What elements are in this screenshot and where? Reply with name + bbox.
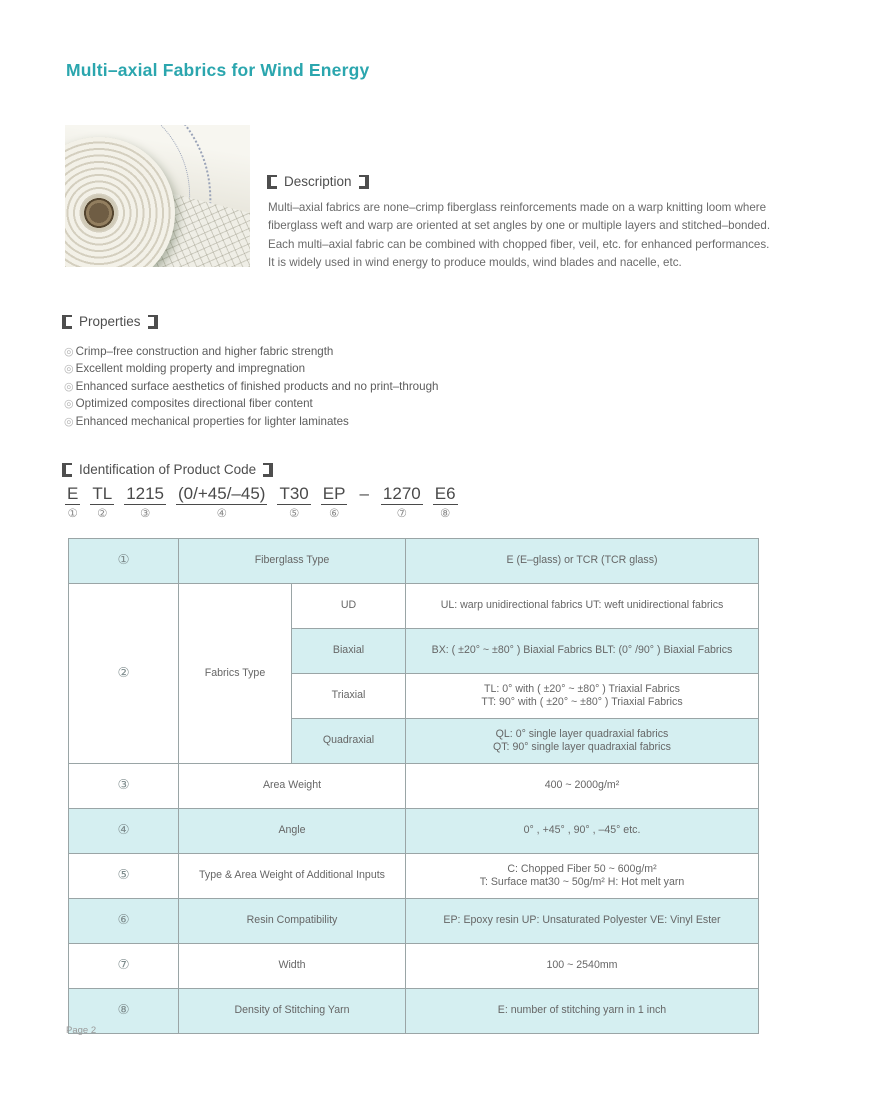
subrow-type: Biaxial: [292, 629, 406, 674]
value-line: QL: 0° single layer quadraxial fabrics: [495, 727, 669, 740]
product-code-heading: [62, 462, 273, 477]
code-segment-text: EP: [322, 484, 346, 503]
code-segment-text: TL: [92, 484, 113, 503]
description-paragraphs: [268, 199, 786, 273]
bracket-right-icon: [261, 463, 273, 477]
row-number: ⑦: [69, 944, 179, 989]
table-row: [69, 989, 759, 1034]
code-segment-number: ③: [139, 506, 151, 520]
property-item: [64, 343, 438, 360]
code-segment-text: 1215: [126, 484, 165, 503]
row-label: Fiberglass Type: [179, 539, 406, 584]
row-number: ①: [69, 539, 179, 584]
code-segment: [277, 485, 310, 519]
code-segment: [65, 485, 80, 519]
value-line: TL: 0° with ( ±20° ~ ±80° ) Triaxial Fabrics: [484, 682, 680, 695]
row-label: Fabrics Type: [179, 584, 292, 764]
subrow-value: UL: warp unidirectional fabrics UT: weft unidirectional fabrics: [406, 584, 759, 629]
code-segment-number: ①: [67, 506, 78, 520]
ring-bullet-icon: ◎: [64, 362, 74, 376]
code-segment-number: ⑤: [288, 506, 300, 520]
ring-bullet-icon: ◎: [64, 345, 74, 358]
bracket-left-icon: [62, 463, 74, 477]
table-row: [69, 539, 759, 584]
code-segment-text: (0/+45/–45): [178, 484, 266, 503]
product-code-heading-text: Identification of Product Code: [79, 462, 257, 477]
row-value: E: number of stitching yarn in 1 inch: [406, 989, 759, 1034]
code-segment-text: –: [359, 484, 369, 503]
code-segment: [433, 485, 458, 519]
code-segment-text: 1270: [382, 484, 421, 503]
row-value: EP: Epoxy resin UP: Unsaturated Polyester VE: Vinyl Ester: [406, 899, 759, 944]
code-segment-number: ④: [216, 506, 227, 520]
subrow-type: Quadraxial: [292, 719, 406, 764]
code-segment-dash: [357, 485, 370, 507]
row-label: Area Weight: [179, 764, 406, 809]
code-segment: [124, 485, 166, 519]
row-value: 0° , +45° , 90° , –45° etc.: [406, 809, 759, 854]
subrow-type: UD: [292, 584, 406, 629]
code-segment-number: ⑥: [328, 506, 340, 520]
row-label: Angle: [179, 809, 406, 854]
row-label: Width: [179, 944, 406, 989]
code-segment-number: ⑦: [396, 506, 407, 520]
subrow-value: [406, 674, 759, 719]
table-row: [69, 584, 759, 629]
property-item: [64, 378, 438, 395]
code-segment: [321, 485, 348, 519]
subrow-value: [406, 719, 759, 764]
product-code-example: [65, 485, 458, 519]
table-row: [69, 764, 759, 809]
property-item: [64, 395, 438, 412]
table-row: [69, 809, 759, 854]
description-paragraph: Multi–axial fabrics are none–crimp fiberglass reinforcements made on a warp knitting loom where fiberglass weft and warp are oriented at set angles by one or multiple layers and stitched–bonded. Each multi–axial fabric can be combined with chopped fiber, veil, etc. for enhanced performances.: [268, 201, 771, 251]
row-label: Type & Area Weight of Additional Inputs: [179, 854, 406, 899]
code-segment: [90, 485, 114, 519]
properties-list: [64, 343, 438, 430]
row-number: ⑥: [69, 899, 179, 944]
page-title: Multi–axial Fabrics for Wind Energy: [66, 60, 370, 80]
row-value: 400 ~ 2000g/m²: [406, 764, 759, 809]
page-number: Page 2: [66, 1025, 97, 1036]
row-value: E (E–glass) or TCR (TCR glass): [406, 539, 759, 584]
table-row: [69, 944, 759, 989]
subrow-type: Triaxial: [292, 674, 406, 719]
code-segment-text: E6: [434, 484, 456, 503]
property-text: Enhanced mechanical properties for lighter laminates: [75, 414, 349, 428]
property-text: Crimp–free construction and higher fabric strength: [75, 345, 334, 358]
code-segment: [381, 485, 423, 519]
row-number: ④: [69, 809, 179, 854]
code-segment: [176, 485, 267, 519]
properties-heading: [62, 314, 158, 329]
subrow-value: BX: ( ±20° ~ ±80° ) Biaxial Fabrics BLT: (0° /90° ) Biaxial Fabrics: [406, 629, 759, 674]
code-segment-number: ②: [97, 506, 108, 520]
ring-bullet-icon: ◎: [64, 414, 74, 428]
code-segment-text: T30: [279, 484, 309, 503]
row-number: ③: [69, 764, 179, 809]
value-line: C: Chopped Fiber 50 ~ 600g/m²: [507, 862, 657, 875]
property-text: Enhanced surface aesthetics of finished products and no print–through: [75, 379, 439, 393]
properties-heading-text: Properties: [79, 314, 141, 329]
product-code-table: [68, 538, 759, 1034]
row-number: ⑤: [69, 854, 179, 899]
table-row: [69, 854, 759, 899]
row-label: Density of Stitching Yarn: [179, 989, 406, 1034]
value-line: QT: 90° single layer quadraxial fabrics: [493, 741, 671, 753]
description-paragraph: It is widely used in wind energy to produce moulds, wind blades and nacelle, etc.: [268, 256, 682, 270]
row-value: [406, 854, 759, 899]
row-number: ②: [69, 584, 179, 764]
ring-bullet-icon: ◎: [64, 379, 74, 393]
row-label: Resin Compatibility: [179, 899, 406, 944]
code-segment-number: ⑧: [439, 506, 451, 520]
property-text: Optimized composites directional fiber content: [75, 397, 313, 411]
fabric-roll-photo: [65, 125, 250, 267]
property-text: Excellent molding property and impregnation: [75, 362, 306, 376]
table-row: [69, 899, 759, 944]
code-segment-text: E: [67, 484, 79, 503]
value-line: TT: 90° with ( ±20° ~ ±80° ) Triaxial Fabrics: [481, 696, 683, 708]
description-heading: [267, 174, 369, 189]
value-line: T: Surface mat30 ~ 50g/m² H: Hot melt yarn: [479, 876, 685, 888]
bracket-right-icon: [357, 175, 369, 189]
property-item: [64, 360, 438, 377]
row-value: 100 ~ 2540mm: [406, 944, 759, 989]
bracket-left-icon: [267, 175, 279, 189]
bracket-right-icon: [146, 315, 158, 329]
ring-bullet-icon: ◎: [64, 397, 74, 411]
description-heading-text: Description: [284, 174, 352, 189]
property-item: [64, 413, 438, 430]
bracket-left-icon: [62, 315, 74, 329]
row-number: ⑧: [69, 989, 179, 1034]
